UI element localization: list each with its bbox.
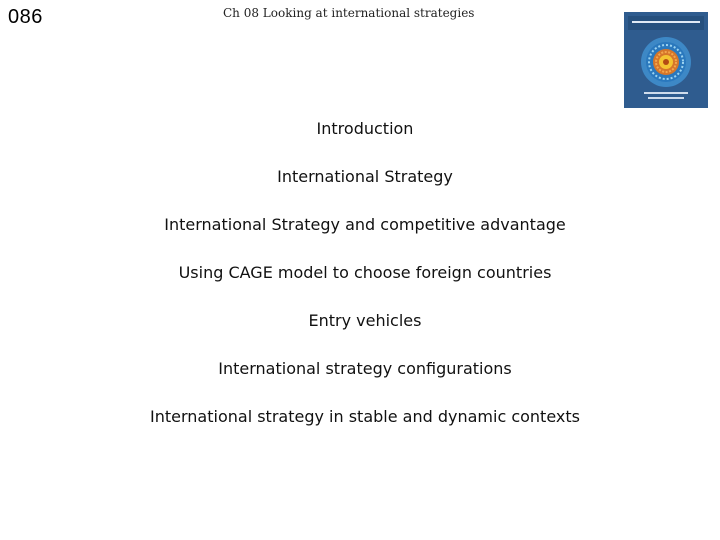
topic-item-competitive-advantage: International Strategy and competitive advantage — [164, 215, 566, 234]
topic-item-stable-dynamic-contexts: International strategy in stable and dynamic contexts — [150, 407, 580, 426]
topic-item-introduction: Introduction — [316, 119, 414, 138]
book-cover-art — [624, 12, 708, 108]
topic-item-entry-vehicles: Entry vehicles — [308, 311, 422, 330]
topic-item-international-strategy: International Strategy — [277, 167, 453, 186]
book-cover-mandala — [641, 37, 691, 87]
chapter-title: Ch 08 Looking at international strategies — [223, 6, 475, 20]
topic-list — [0, 112, 720, 448]
slide-number: 086 — [8, 6, 43, 28]
topic-item-cage-model: Using CAGE model to choose foreign countries — [178, 263, 552, 282]
topic-item-strategy-configurations: International strategy configurations — [218, 359, 512, 378]
book-cover-image — [624, 12, 708, 108]
